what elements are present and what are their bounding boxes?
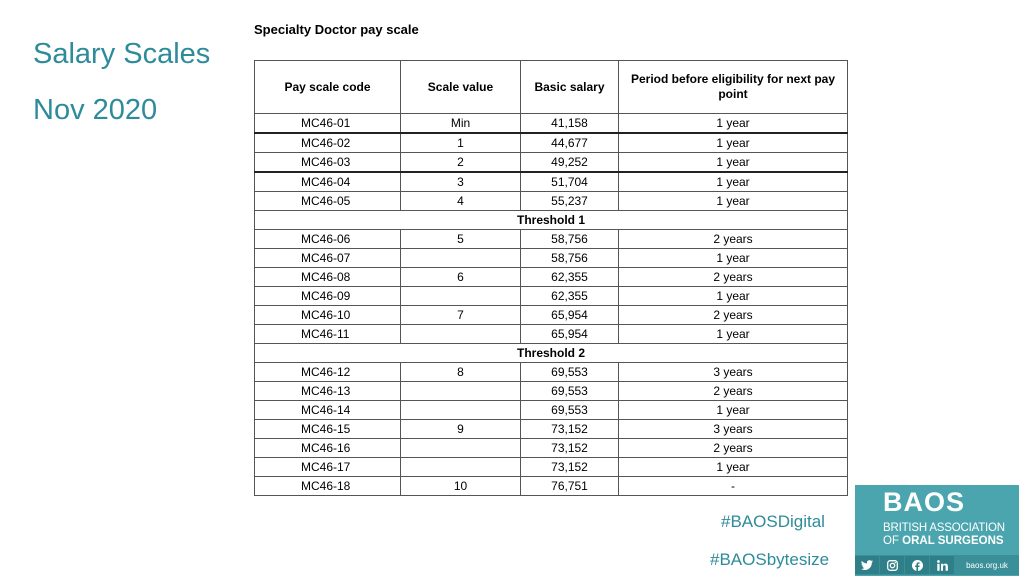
threshold-row: [255, 344, 848, 363]
threshold-row: [255, 211, 848, 230]
table-row: [255, 230, 848, 249]
cell-basic-salary: 51,704: [521, 172, 619, 192]
cell-period: 2 years: [619, 306, 848, 325]
cell-period: -: [619, 477, 848, 496]
table-row: [255, 153, 848, 173]
cell-scale-value: [401, 287, 521, 306]
cell-pay-scale-code: MC46-18: [255, 477, 401, 496]
table-row: [255, 363, 848, 382]
cell-pay-scale-code: MC46-15: [255, 420, 401, 439]
table-row: [255, 401, 848, 420]
cell-scale-value: 6: [401, 268, 521, 287]
cell-basic-salary: 49,252: [521, 153, 619, 173]
cell-basic-salary: 41,158: [521, 114, 619, 134]
table-row: [255, 382, 848, 401]
cell-basic-salary: 73,152: [521, 439, 619, 458]
instagram-icon[interactable]: [880, 556, 904, 574]
cell-scale-value: 9: [401, 420, 521, 439]
table-header-row: [255, 61, 848, 114]
cell-period: 1 year: [619, 458, 848, 477]
cell-pay-scale-code: MC46-01: [255, 114, 401, 134]
cell-scale-value: 7: [401, 306, 521, 325]
cell-scale-value: Min: [401, 114, 521, 134]
header-pay-scale-code: Pay scale code: [255, 61, 401, 114]
cell-pay-scale-code: MC46-05: [255, 192, 401, 211]
cell-scale-value: 5: [401, 230, 521, 249]
cell-scale-value: [401, 458, 521, 477]
cell-period: 1 year: [619, 114, 848, 134]
cell-scale-value: [401, 382, 521, 401]
cell-pay-scale-code: MC46-08: [255, 268, 401, 287]
logo-line2: [883, 535, 1004, 547]
header-period: Period before eligibility for next pay point: [619, 61, 848, 114]
table-row: [255, 477, 848, 496]
cell-scale-value: 3: [401, 172, 521, 192]
cell-period: 3 years: [619, 363, 848, 382]
logo-line2-bold: ORAL SURGEONS: [902, 535, 1004, 547]
cell-pay-scale-code: MC46-16: [255, 439, 401, 458]
cell-scale-value: [401, 325, 521, 344]
cell-period: 2 years: [619, 382, 848, 401]
cell-pay-scale-code: MC46-04: [255, 172, 401, 192]
cell-basic-salary: 62,355: [521, 287, 619, 306]
table-row: [255, 133, 848, 153]
cell-pay-scale-code: MC46-09: [255, 287, 401, 306]
baos-logo: [855, 485, 1019, 576]
cell-basic-salary: 69,553: [521, 382, 619, 401]
cell-period: 1 year: [619, 401, 848, 420]
table-row: [255, 114, 848, 134]
logo-line1: BRITISH ASSOCIATION: [883, 522, 1005, 534]
table-row: [255, 192, 848, 211]
threshold-label: Threshold 2: [255, 344, 848, 363]
cell-basic-salary: 73,152: [521, 458, 619, 477]
cell-period: 1 year: [619, 287, 848, 306]
cell-pay-scale-code: MC46-17: [255, 458, 401, 477]
cell-period: 1 year: [619, 133, 848, 153]
cell-basic-salary: 65,954: [521, 325, 619, 344]
cell-scale-value: 4: [401, 192, 521, 211]
logo-url[interactable]: baos.org.uk: [966, 560, 1008, 570]
twitter-icon[interactable]: [855, 556, 879, 574]
table-caption: Specialty Doctor pay scale: [254, 22, 419, 37]
cell-scale-value: [401, 249, 521, 268]
cell-basic-salary: 73,152: [521, 420, 619, 439]
cell-pay-scale-code: MC46-13: [255, 382, 401, 401]
cell-basic-salary: 44,677: [521, 133, 619, 153]
table-row: [255, 439, 848, 458]
hashtag-bytesize: #BAOSbytesize: [710, 550, 830, 569]
cell-scale-value: 2: [401, 153, 521, 173]
table-row: [255, 268, 848, 287]
cell-period: 3 years: [619, 420, 848, 439]
cell-scale-value: 8: [401, 363, 521, 382]
table-row: [255, 420, 848, 439]
linkedin-icon[interactable]: [930, 556, 954, 574]
table-row: [255, 325, 848, 344]
social-bar: [855, 555, 1019, 575]
slide-title: Salary Scales: [33, 38, 211, 70]
cell-basic-salary: 58,756: [521, 230, 619, 249]
table-row: [255, 172, 848, 192]
cell-basic-salary: 65,954: [521, 306, 619, 325]
cell-period: 2 years: [619, 268, 848, 287]
cell-pay-scale-code: MC46-06: [255, 230, 401, 249]
cell-scale-value: [401, 401, 521, 420]
cell-period: 1 year: [619, 325, 848, 344]
cell-pay-scale-code: MC46-12: [255, 363, 401, 382]
cell-period: 1 year: [619, 192, 848, 211]
cell-basic-salary: 69,553: [521, 401, 619, 420]
pay-scale-table: [254, 60, 848, 496]
cell-scale-value: 1: [401, 133, 521, 153]
cell-pay-scale-code: MC46-03: [255, 153, 401, 173]
cell-basic-salary: 55,237: [521, 192, 619, 211]
table-row: [255, 287, 848, 306]
facebook-icon[interactable]: [905, 556, 929, 574]
cell-period: 2 years: [619, 439, 848, 458]
header-scale-value: Scale value: [401, 61, 521, 114]
cell-basic-salary: 69,553: [521, 363, 619, 382]
cell-pay-scale-code: MC46-11: [255, 325, 401, 344]
cell-pay-scale-code: MC46-02: [255, 133, 401, 153]
cell-scale-value: [401, 439, 521, 458]
cell-basic-salary: 76,751: [521, 477, 619, 496]
table-row: [255, 306, 848, 325]
table-row: [255, 458, 848, 477]
slide-subtitle: Nov 2020: [33, 94, 158, 126]
cell-scale-value: 10: [401, 477, 521, 496]
table-row: [255, 249, 848, 268]
threshold-label: Threshold 1: [255, 211, 848, 230]
cell-pay-scale-code: MC46-10: [255, 306, 401, 325]
cell-period: 1 year: [619, 172, 848, 192]
cell-basic-salary: 62,355: [521, 268, 619, 287]
logo-name: BAOS: [883, 487, 966, 517]
cell-basic-salary: 58,756: [521, 249, 619, 268]
cell-period: 2 years: [619, 230, 848, 249]
logo-line2-prefix: OF: [883, 535, 903, 547]
hashtag-digital: #BAOSDigital: [721, 512, 825, 531]
cell-period: 1 year: [619, 153, 848, 173]
cell-pay-scale-code: MC46-14: [255, 401, 401, 420]
table-body: [255, 114, 848, 496]
header-basic-salary: Basic salary: [521, 61, 619, 114]
cell-pay-scale-code: MC46-07: [255, 249, 401, 268]
cell-period: 1 year: [619, 249, 848, 268]
